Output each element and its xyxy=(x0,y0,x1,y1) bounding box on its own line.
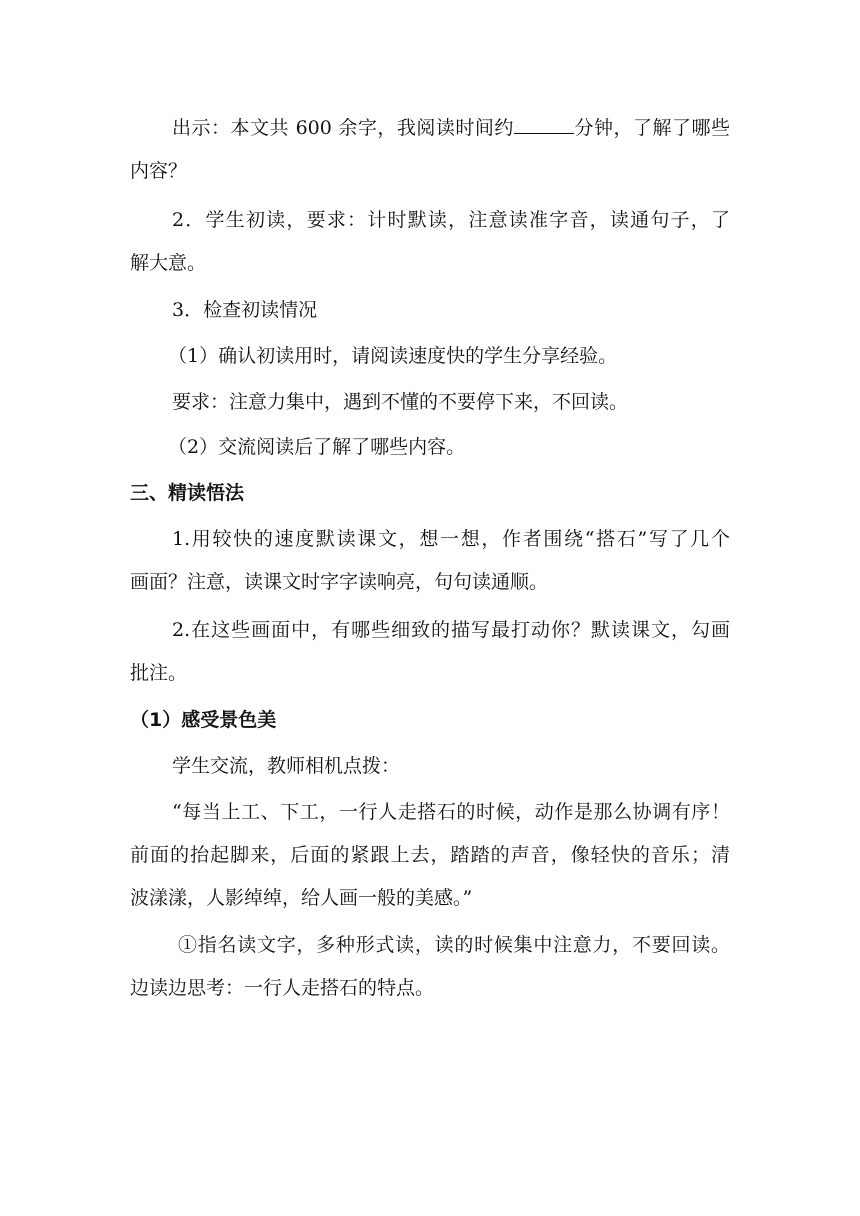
quote-line3: 波漾漾，人影绰绰，给人画一般的美感。” xyxy=(130,887,473,909)
section-heading-close-reading: 三、精读悟法 xyxy=(130,482,245,504)
paragraph-requirement: 要求：注意力集中，遇到不懂的不要停下来，不回读。 xyxy=(172,391,629,413)
reading-time-text-before: 出示：本文共 600 余字，我阅读时间约 xyxy=(172,117,514,139)
paragraph-task1-line2: 画面？注意，读课文时字字读响亮，句句读通顺。 xyxy=(130,571,549,593)
subheading-scenery-beauty: （1）感受景色美 xyxy=(130,709,277,731)
paragraph-reading-time-line2: 内容？ xyxy=(130,160,188,182)
paragraph-student-exchange: 学生交流，教师相机点拨： xyxy=(172,755,401,777)
reading-time-text-after: 分钟，了解了哪些 xyxy=(573,117,730,139)
paragraph-task2-line2: 批注。 xyxy=(130,662,188,684)
quote-line2: 前面的抬起脚来，后面的紧跟上去，踏踏的声音，像轻快的音乐；清 xyxy=(130,844,730,866)
paragraph-instruction-line2: 边读边思考：一行人走搭石的特点。 xyxy=(130,977,435,999)
paragraph-task2-line1: 2.在这些画面中，有哪些细致的描写最打动你？默读课文，勾画 xyxy=(172,619,730,641)
paragraph-step3: 3．检查初读情况 xyxy=(172,299,318,321)
paragraph-task1-line1: 1.用较快的速度默读课文，想一想，作者围绕“搭石”写了几个 xyxy=(172,528,730,550)
reading-time-blank xyxy=(514,115,574,134)
quote-line1: “每当上工、下工，一行人走搭石的时候，动作是那么协调有序！ xyxy=(172,801,730,823)
paragraph-step2-line2: 解大意。 xyxy=(130,252,207,274)
paragraph-step2-line1: 2．学生初读，要求：计时默读，注意读准字音，读通句子，了 xyxy=(172,209,730,231)
paragraph-reading-time-line1 xyxy=(172,115,730,141)
paragraph-step3-item2: （2）交流阅读后了解了哪些内容。 xyxy=(168,436,466,458)
paragraph-step3-item1: （1）确认初读用时，请阅读速度快的学生分享经验。 xyxy=(168,345,618,367)
paragraph-instruction-line1: ①指名读文字，多种形式读，读的时候集中注意力，不要回读。 xyxy=(178,934,730,956)
